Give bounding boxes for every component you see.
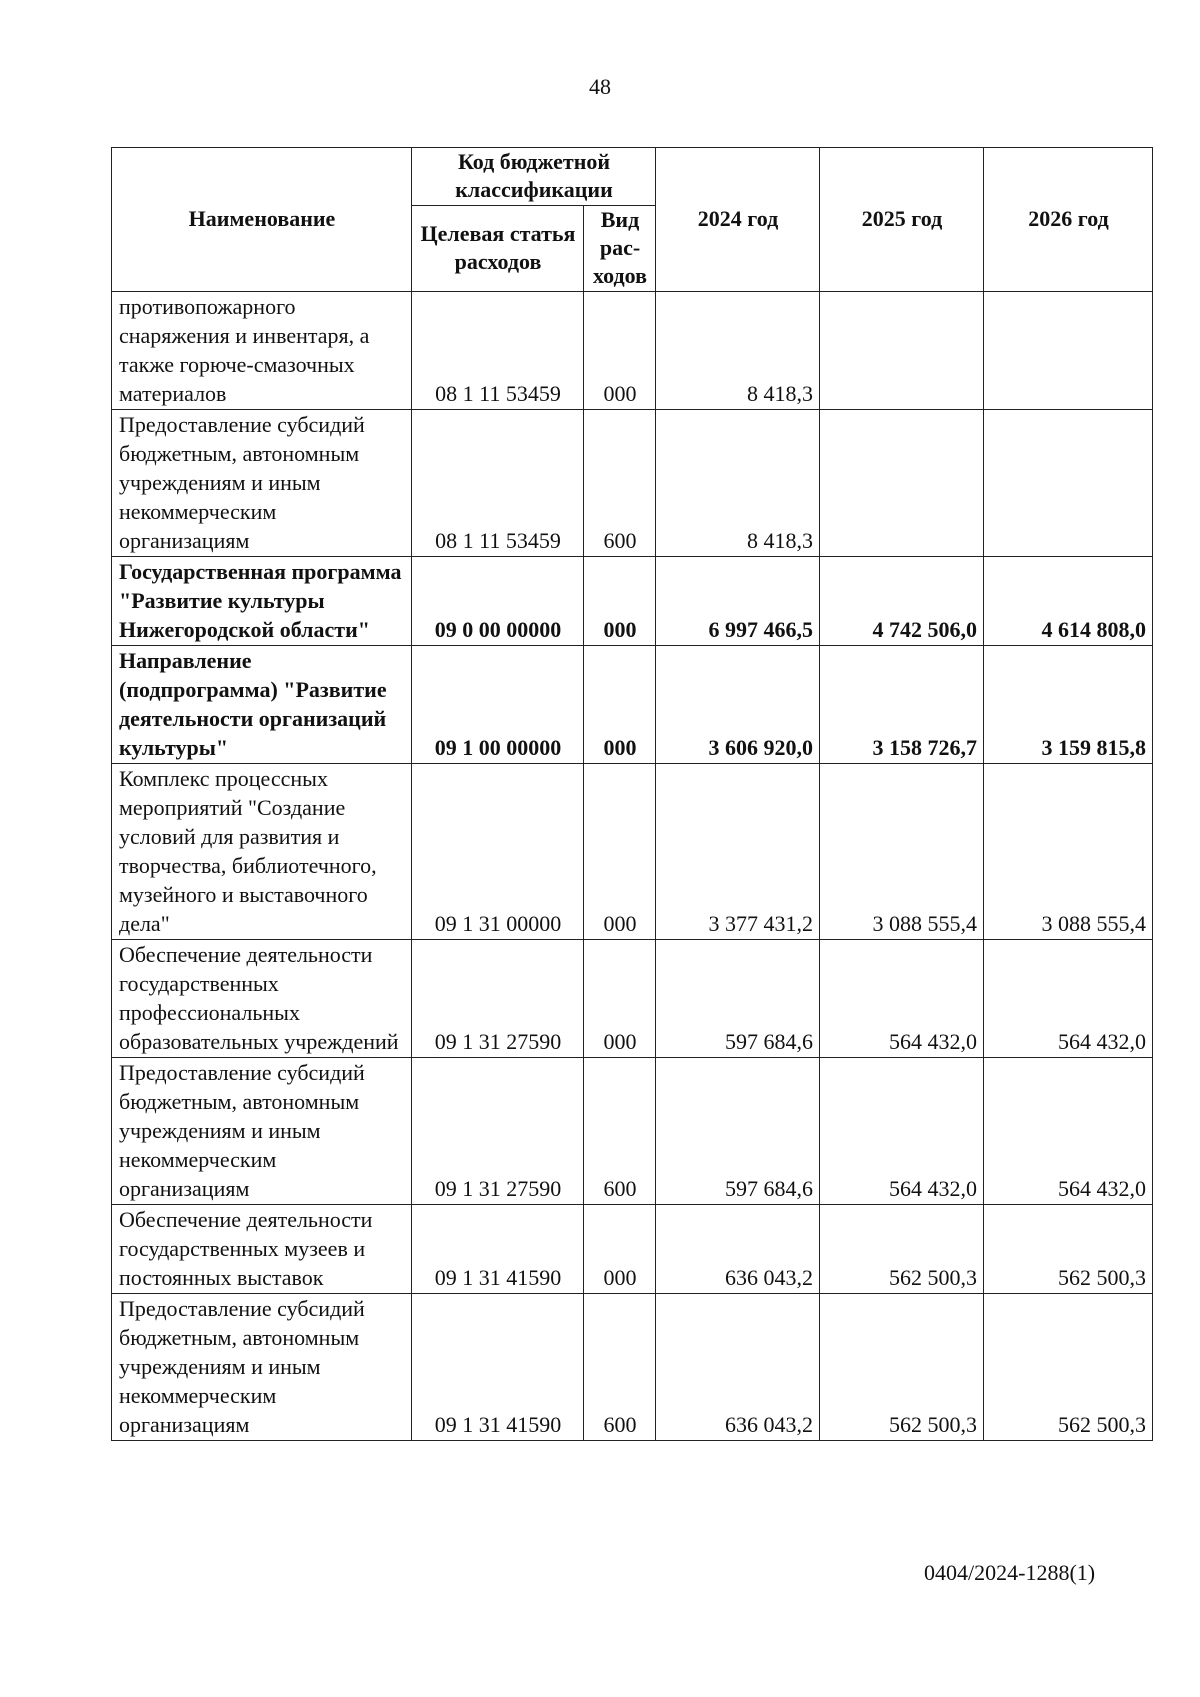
row-2024: 8 418,3 [656, 410, 820, 557]
row-2025: 3 158 726,7 [820, 646, 984, 764]
row-name: Предоставление субсидий бюджетным, автономным учреждениям и иным некоммерческим организациям [112, 410, 412, 557]
row-expense-type: 000 [584, 940, 656, 1058]
row-2025: 3 088 555,4 [820, 764, 984, 940]
row-expense-type: 600 [584, 1294, 656, 1441]
row-2024: 597 684,6 [656, 1058, 820, 1205]
row-2024: 636 043,2 [656, 1294, 820, 1441]
row-expense-type: 000 [584, 764, 656, 940]
document-code: 0404/2024-1288(1) [924, 1560, 1096, 1585]
table-row [112, 292, 1153, 410]
row-2025 [820, 410, 984, 557]
row-target-article: 09 1 31 41590 [412, 1205, 584, 1294]
row-name: Обеспечение деятельности государственных музеев и постоянных выставок [112, 1205, 412, 1294]
row-target-article: 09 0 00 00000 [412, 557, 584, 646]
table-row [112, 940, 1153, 1058]
row-target-article: 09 1 31 41590 [412, 1294, 584, 1441]
row-2024: 3 606 920,0 [656, 646, 820, 764]
row-2026: 564 432,0 [984, 940, 1153, 1058]
row-2026: 4 614 808,0 [984, 557, 1153, 646]
row-name: Комплекс процессных мероприятий "Создание условий для развития и творчества, библиотечного, музейного и выставочного дела" [112, 764, 412, 940]
row-2026: 562 500,3 [984, 1294, 1153, 1441]
row-name: Предоставление субсидий бюджетным, автономным учреждениям и иным некоммерческим организациям [112, 1294, 412, 1441]
row-2025: 562 500,3 [820, 1205, 984, 1294]
header-2026: 2026 год [984, 148, 1153, 292]
row-2025: 564 432,0 [820, 1058, 984, 1205]
header-kbk: Код бюджетной классификации [412, 148, 656, 206]
row-2025: 4 742 506,0 [820, 557, 984, 646]
row-2025 [820, 292, 984, 410]
header-expense-type: Вид рас-ходов [584, 206, 656, 292]
row-name: Обеспечение деятельности государственных профессиональных образовательных учреждений [112, 940, 412, 1058]
row-target-article: 08 1 11 53459 [412, 410, 584, 557]
row-name: Направление (подпрограмма) "Развитие деятельности организаций культуры" [112, 646, 412, 764]
table-row [112, 1294, 1153, 1441]
table-row [112, 557, 1153, 646]
row-expense-type: 000 [584, 557, 656, 646]
header-2024: 2024 год [656, 148, 820, 292]
table-body [112, 292, 1153, 1441]
table-row [112, 1205, 1153, 1294]
row-2025: 562 500,3 [820, 1294, 984, 1441]
row-target-article: 09 1 31 00000 [412, 764, 584, 940]
row-expense-type: 000 [584, 1205, 656, 1294]
table-header [112, 148, 1153, 292]
row-2026: 3 159 815,8 [984, 646, 1153, 764]
row-2026: 3 088 555,4 [984, 764, 1153, 940]
table-row [112, 646, 1153, 764]
row-expense-type: 600 [584, 1058, 656, 1205]
row-expense-type: 000 [584, 292, 656, 410]
row-2024: 636 043,2 [656, 1205, 820, 1294]
header-2025: 2025 год [820, 148, 984, 292]
row-target-article: 09 1 31 27590 [412, 940, 584, 1058]
row-2026 [984, 410, 1153, 557]
table-row [112, 410, 1153, 557]
row-2024: 8 418,3 [656, 292, 820, 410]
row-expense-type: 000 [584, 646, 656, 764]
header-name: Наименование [112, 148, 412, 292]
row-2024: 597 684,6 [656, 940, 820, 1058]
row-2026 [984, 292, 1153, 410]
row-name: Государственная программа "Развитие культуры Нижегородской области" [112, 557, 412, 646]
row-2025: 564 432,0 [820, 940, 984, 1058]
row-target-article: 09 1 31 27590 [412, 1058, 584, 1205]
row-2026: 562 500,3 [984, 1205, 1153, 1294]
row-2024: 6 997 466,5 [656, 557, 820, 646]
table-row [112, 764, 1153, 940]
row-expense-type: 600 [584, 410, 656, 557]
page-number: 48 [589, 74, 611, 99]
row-target-article: 09 1 00 00000 [412, 646, 584, 764]
budget-table [111, 147, 1153, 1441]
row-name: Предоставление субсидий бюджетным, автономным учреждениям и иным некоммерческим организациям [112, 1058, 412, 1205]
table-row [112, 1058, 1153, 1205]
row-target-article: 08 1 11 53459 [412, 292, 584, 410]
row-name: противопожарного снаряжения и инвентаря, а также горюче-смазочных материалов [112, 292, 412, 410]
header-target-article: Целевая статья расходов [412, 206, 584, 292]
row-2024: 3 377 431,2 [656, 764, 820, 940]
row-2026: 564 432,0 [984, 1058, 1153, 1205]
